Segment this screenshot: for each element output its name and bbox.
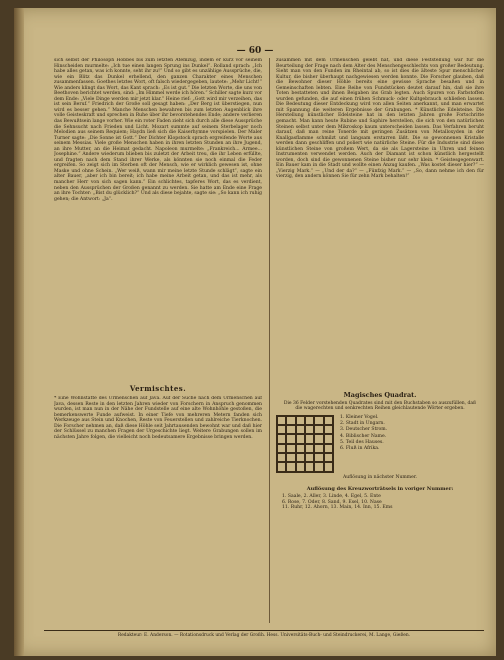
puzzle-cell xyxy=(324,425,333,434)
puzzle-cell xyxy=(286,444,295,453)
puzzle-cell xyxy=(324,462,333,471)
puzzle-cell xyxy=(296,444,305,453)
puzzle-cell xyxy=(305,462,314,471)
puzzle-cell xyxy=(324,434,333,443)
puzzle-cell xyxy=(296,462,305,471)
puzzle-cell xyxy=(324,416,333,425)
page-spine xyxy=(14,8,24,656)
resolution-list xyxy=(276,494,484,511)
puzzle-clue: 6. Fluß in Afrika. xyxy=(340,446,380,452)
puzzle-cell xyxy=(277,453,286,462)
puzzle-cell xyxy=(314,425,323,434)
puzzle-cell xyxy=(286,416,295,425)
puzzle-cell xyxy=(314,462,323,471)
puzzle-clue: 2. Stadt in Ungarn. xyxy=(340,421,385,427)
column-divider xyxy=(269,58,270,623)
puzzle-cell xyxy=(305,425,314,434)
puzzle-cell xyxy=(286,462,295,471)
puzzle-cell xyxy=(296,425,305,434)
puzzle-cell xyxy=(314,416,323,425)
puzzle-cell xyxy=(305,434,314,443)
right-column xyxy=(276,58,484,511)
puzzle-cell xyxy=(296,453,305,462)
resolution-item: 11. Ruhr, 12. Ahorn, 13. Main, 14. Inn, 15. Ems xyxy=(282,505,393,511)
puzzle-instructions: Die 36 Felder vorstehenden Quadrates sind mit den Buchstaben so auszufüllen, daß die wagerechten und senkrechten Reihen gleichlautende Wörter ergeben. xyxy=(283,401,477,412)
puzzle-cell xyxy=(314,453,323,462)
puzzle-title: Magisches Quadrat. xyxy=(343,391,417,399)
left-body-text: sich selbst der Philosoph Hobbes bis zum letzten Atemzug, indem er kurz vor seinem Hinscheiden murmelte: „Ich tue einen langen Sprung ins Dunkel“. Rolland sprach: „Ich habe alles getan, was ich konnte, seht ihr zu!“ Und so gibt es unzählige Aussprüche, die, wie ein Blitz das Dunkel erhellend, den ganzen Charakter eines Menschen zusammenfassen. Goethes letztes Wort, oft falsch wiedergegeben, lautete: „Mehr Licht!“ Wie anders klingt das Wort, das Kant sprach: „Es ist gut.“ Die letzten Worte, die uns von Beethoven berichtet werden, sind: „Im Himmel werde ich hören.“ Schiller sagte kurz vor dem Ende: „Viele Dinge werden mir jetzt klar.“ Heine rief: „Gott wird mir verzeihen, das ist sein Beruf.“ Friedrich der Große soll gesagt haben: „Der Berg ist überstiegen, nun wird es besser gehen.“ Manche Menschen bewahren bis zum letzten Augenblick ihre volle Geisteskraft und sprechen in Ruhe über ihr bevorstehendes Ende; andere verlieren das Bewußtsein lange vorher. Wie ein roter Faden zieht sich durch alle diese Aussprüche die Sehnsucht nach Frieden und Licht. Mozart summte auf seinem Sterbelager noch Melodien aus seinem Requiem; Haydn ließ sich die Kaiserhymne vorspielen. Der Maler Turner sagte: „Die Sonne ist Gott.“ Der Dichter Klopstock sprach ergreifende Worte aus seinem Messias. Viele große Menschen haben in ihren letzten Stunden an ihre Jugend, an ihre Mutter, an die Heimat gedacht. Napoleon murmelte: „Frankreich... Armee... Josephine.“ Andere wiederum blieben bis zuletzt der Arbeit treu, die ihr Leben erfüllte, und fragten nach dem Stand ihrer Werke, als könnten sie noch einmal die Feder ergreifen. So zeigt sich im Sterben oft der Mensch, wie er wirklich gewesen ist, ohne Maske und ohne Schein. „Wer weiß, wann mir meine letzte Stunde schlägt“, sagte ein alter Bauer, „aber ich bin bereit; ich habe meine Arbeit getan, und das ist mehr, als mancher Herr von sich sagen kann.“ Ein schlichtes, tapferes Wort, das es verdient, neben den Aussprüchen der Großen genannt zu werden. Sie hatte am Ende eine Frage an ihre Tochter: „Bist du glücklich?“ Und als diese bejahte, sagte sie: „So kann ich ruhig gehen; die Antwort: „Ja“. xyxy=(54,58,262,202)
puzzle-area xyxy=(276,415,484,473)
puzzle-cell xyxy=(277,425,286,434)
puzzle-clue: 5. Teil des Hauses. xyxy=(340,440,384,445)
newspaper-page xyxy=(14,8,496,656)
resolution-item: 1. Saale, 2. Aller, 3. Linde, 4. Egel, 5. Ente xyxy=(282,493,381,499)
puzzle-cell xyxy=(314,434,323,443)
puzzle-cell xyxy=(324,444,333,453)
puzzle-cell xyxy=(305,416,314,425)
section-title: Vermischtes. xyxy=(129,384,187,393)
solution-note: Auflösung in nächster Nummer. xyxy=(342,474,418,480)
puzzle-cell xyxy=(286,425,295,434)
puzzle-cell xyxy=(305,444,314,453)
imprint-footer: Redakteur: E. Anderson. — Rotationsdruck und Verlag der Großh. Hess. Universitäts-Buch- und Steindruckerei, M. Lange, Gießen. xyxy=(44,630,484,638)
left-column xyxy=(54,58,262,618)
puzzle-cell xyxy=(286,453,295,462)
puzzle-cell xyxy=(277,416,286,425)
puzzle-cell xyxy=(277,462,286,471)
puzzle-cell xyxy=(305,453,314,462)
puzzle-cell xyxy=(277,444,286,453)
page-number: — 60 — xyxy=(236,46,274,56)
puzzle-clue: 4. Biblischer Name. xyxy=(340,433,387,439)
puzzle-cell xyxy=(324,453,333,462)
resolution-title: Auflösung des Kreuzworträtsels in voriger Nummer: xyxy=(306,485,454,492)
puzzle-cell xyxy=(286,434,295,443)
right-body-text: zusammen mit dem Urmenschen gelebt hat, und diese Feststellung war für die Beurteilung der Frage nach dem Alter des Menschengeschlechts von großer Bedeutung. Sieht man von den Funden im Rheintal ab, so ist dies die älteste Spur menschlicher Kultur, die bisher überhaupt nachgewiesen werden konnte. Die Forscher glauben, daß die Bewohner dieser Höhle bereits eine gewisse Sprache besaßen und in Gemeinschaften lebten. Eine Reihe von Fundstücken deutet darauf hin, daß sie ihre Toten bestatteten und ihnen Beigaben ins Grab legten. Auch Spuren von Farbstoffen wurden gefunden, die auf einen frühen Schmuck- oder Kultgebrauch schließen lassen. Die Bedeutung dieser Entdeckung wird von allen Seiten anerkannt, und man erwartet mit Spannung die weiteren Ergebnisse der Grabungen. * Künstliche Edelsteine. Die Herstellung künstlicher Edelsteine hat in den letzten Jahren große Fortschritte gemacht. Man kann heute Rubine und Saphire herstellen, die sich von den natürlichen Steinen selbst unter dem Mikroskop kaum unterscheiden lassen. Das Verfahren beruht darauf, daß man reine Tonerde mit geringen Zusätzen von Metalloxyden in der Knallgasflamme schmilzt und langsam erstarren läßt. Die so gewonnenen Kristalle werden dann geschliffen und poliert wie natürliche Steine. Für die Industrie sind diese künstlichen Steine von großem Wert, da sie als Lagersteine in Uhren und feinen Instrumenten verwendet werden. Auch der Diamant ist schon künstlich hergestellt worden, doch sind die gewonnenen Steine bisher nur sehr klein. * Geistesgegenwart. Ein Bauer kam in die Stadt und wollte einen Anzug kaufen. „Was kostet dieser hier?“ — „Vierzig Mark.“ — „Und der da?“ — „Fünfzig Mark.“ — „So, dann nehme ich den für vierzig, den andern können Sie für zehn Mark behalten!“ xyxy=(276,58,484,180)
puzzle-clues xyxy=(340,415,387,453)
section-text: * Eine Wohnstätte des Urmenschen auf Java. Auf der Suche nach dem Urmenschen auf Java, dessen Reste in den letzten Jahren wieder von Forschern in Anspruch genommen wurden, ist man nun in der Nähe der Fundstelle auf eine alte Wohnhöhle gestoßen, die bemerkenswerte Funde aufweist. In einer Tiefe von mehreren Metern fanden sich Werkzeuge aus Stein und Knochen, Reste von Feuerstellen und zahlreiche Tierknochen. Die Forscher nehmen an, daß diese Höhle seit Jahrtausenden bewohnt war und daß hier der Schlüssel zu manchen Fragen der Urgeschichte liegt. Weitere Grabungen sollen im nächsten Jahre folgen, die vielleicht noch bedeutsamere Ergebnisse bringen werden. xyxy=(54,396,262,440)
puzzle-grid xyxy=(276,415,334,473)
puzzle-cell xyxy=(314,444,323,453)
puzzle-clue: 3. Deutscher Strom. xyxy=(340,427,388,433)
puzzle-cell xyxy=(296,434,305,443)
resolution-item: 6. Rose, 7. Oder, 8. Sand, 9. Esel, 10. Nase xyxy=(282,499,382,505)
puzzle-cell xyxy=(277,434,286,443)
puzzle-cell xyxy=(296,416,305,425)
puzzle-clue: 1. Kleiner Vogel. xyxy=(340,414,379,420)
